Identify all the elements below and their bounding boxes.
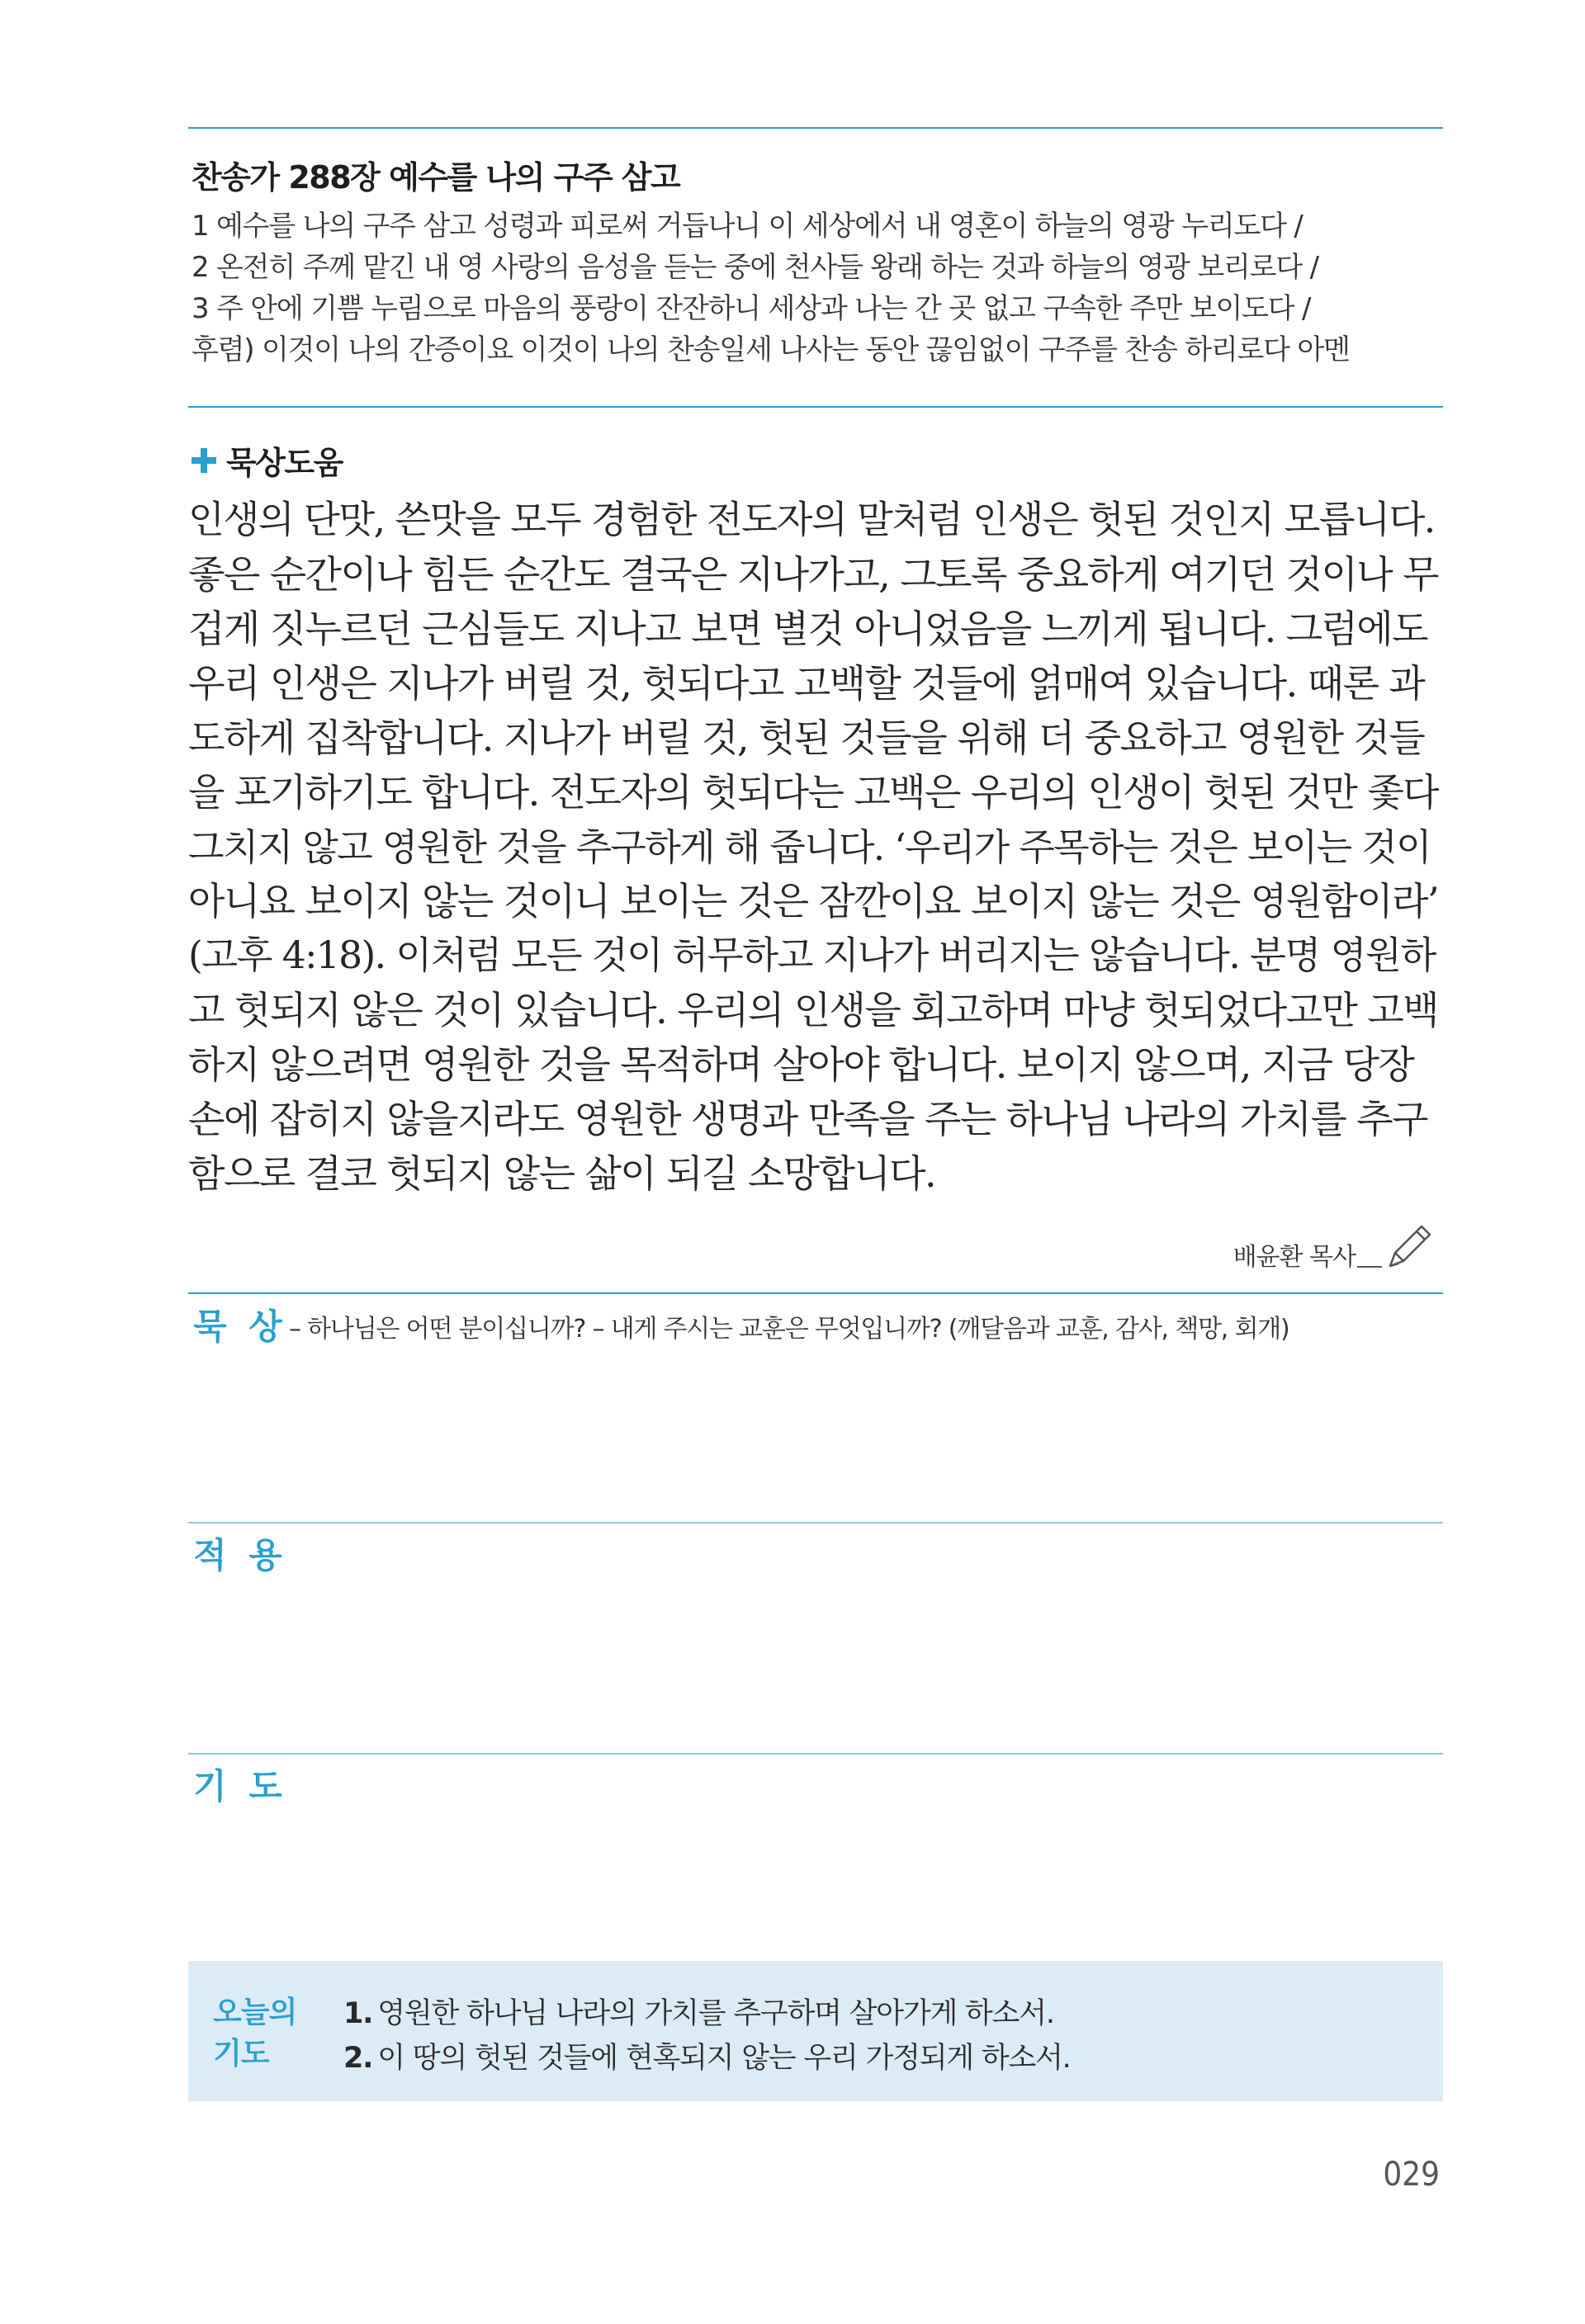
- meditation-help-title: 묵상도움: [226, 445, 343, 481]
- author-underline: [1357, 1266, 1382, 1268]
- todays-prayer-label: 오늘의: [213, 1996, 297, 2029]
- hymn-divider: [188, 406, 1443, 408]
- meditation-line-13: 함으로 결코 헛되지 않는 삶이 되길 소망합니다.: [188, 1151, 936, 1196]
- hymn-title: 찬송가 288장 예수를 나의 구주 삼고: [192, 159, 680, 196]
- prayer-item-number: 2.: [343, 2042, 373, 2075]
- meditation-line-3: 겁게 짓누르던 근심들도 지나고 보면 별것 아니었음을 느끼게 됩니다. 그럼에도: [188, 607, 1427, 651]
- pencil-icon: [1384, 1220, 1436, 1273]
- meditation-line-2: 좋은 순간이나 힘든 순간도 결국은 지나가고, 그토록 중요하게 여기던 것이나 무: [188, 552, 1438, 597]
- prayer-item-text: 영원한 하나님 나라의 가치를 추구하며 살아가게 하소서.: [377, 1997, 1054, 2030]
- author-signature: [1233, 1220, 1436, 1273]
- plus-icon: [192, 448, 216, 473]
- meditation-line-9: (고후 4:18). 이처럼 모든 것이 허무하고 지나가 버리지는 않습니다. 분명 영원하: [188, 933, 1436, 977]
- hymn-refrain: 후렴) 이것이 나의 간증이요 이것이 나의 찬송일세 나사는 동안 끊임없이 구주를 찬송 하리로다 아멘: [192, 333, 1350, 366]
- application-divider: [188, 1753, 1443, 1755]
- hymn-verse-1: 1 예수를 나의 구주 삼고 성령과 피로써 거듭나니 이 세상에서 내 영혼이 하늘의 영광 누리도다 /: [192, 210, 1303, 243]
- meditation-divider: [188, 1522, 1443, 1523]
- meditation-line-8: 아니요 보이지 않는 것이니 보이는 것은 잠깐이요 보이지 않는 것은 영원함이라’: [188, 879, 1438, 923]
- hymn-verse-2: 2 온전히 주께 맡긴 내 영 사랑의 음성을 듣는 중에 천사들 왕래 하는 것과 하늘의 영광 보리로다 /: [192, 251, 1318, 284]
- meditation-line-6: 을 포기하기도 합니다. 전도자의 헛되다는 고백은 우리의 인생이 헛된 것만 좇다: [188, 770, 1438, 815]
- meditation-help-divider: [188, 1292, 1443, 1294]
- application-label: 적 용: [193, 1535, 287, 1575]
- author-name: 배윤환 목사: [1233, 1243, 1356, 1272]
- meditation-line-11: 하지 않으려면 영원한 것을 목적하며 살아야 합니다. 보이지 않으며, 지금 당장: [188, 1042, 1414, 1087]
- meditation-line-1: 인생의 단맛, 쓴맛을 모두 경험한 전도자의 말처럼 인생은 헛된 것인지 모릅니다.: [188, 498, 1435, 541]
- prayer-item-2: [343, 2035, 1071, 2076]
- meditation-questions: – 하나님은 어떤 분이십니까? – 내게 주시는 교훈은 무엇입니까? (깨달음과 교훈, 감사, 책망, 회개): [289, 1315, 1289, 1344]
- page-number: 029: [1383, 2156, 1440, 2194]
- todays-prayer-label-2: 기도: [213, 2037, 269, 2071]
- prayer-item-text: 이 땅의 헛된 것들에 현혹되지 않는 우리 가정되게 하소서.: [377, 2042, 1071, 2075]
- meditation-help-header: [192, 437, 343, 483]
- hymn-verse-3: 3 주 안에 기쁨 누림으로 마음의 풍랑이 잔잔하니 세상과 나는 간 곳 없고 구속한 주만 보이도다 /: [192, 292, 1311, 325]
- meditation-line-12: 손에 잡히지 않을지라도 영원한 생명과 만족을 주는 하나님 나라의 가치를 추구: [188, 1097, 1427, 1141]
- meditation-line-4: 우리 인생은 지나가 버릴 것, 헛되다고 고백할 것들에 얽매여 있습니다. 때론 과: [188, 661, 1425, 706]
- meditation-line-5: 도하게 집착합니다. 지나가 버릴 것, 헛된 것들을 위해 더 중요하고 영원한 것들: [188, 716, 1425, 760]
- top-divider: [188, 127, 1443, 129]
- meditation-label: 묵 상: [193, 1306, 287, 1347]
- prayer-item-1: [343, 1991, 1054, 2032]
- meditation-line-10: 고 헛되지 않은 것이 있습니다. 우리의 인생을 회고하며 마냥 헛되었다고만 고백: [188, 988, 1438, 1032]
- meditation-line-7: 그치지 않고 영원한 것을 추구하게 해 줍니다. ‘우리가 주목하는 것은 보이는 것이: [188, 825, 1431, 869]
- prayer-item-number: 1.: [343, 1997, 373, 2030]
- prayer-label: 기 도: [193, 1766, 287, 1807]
